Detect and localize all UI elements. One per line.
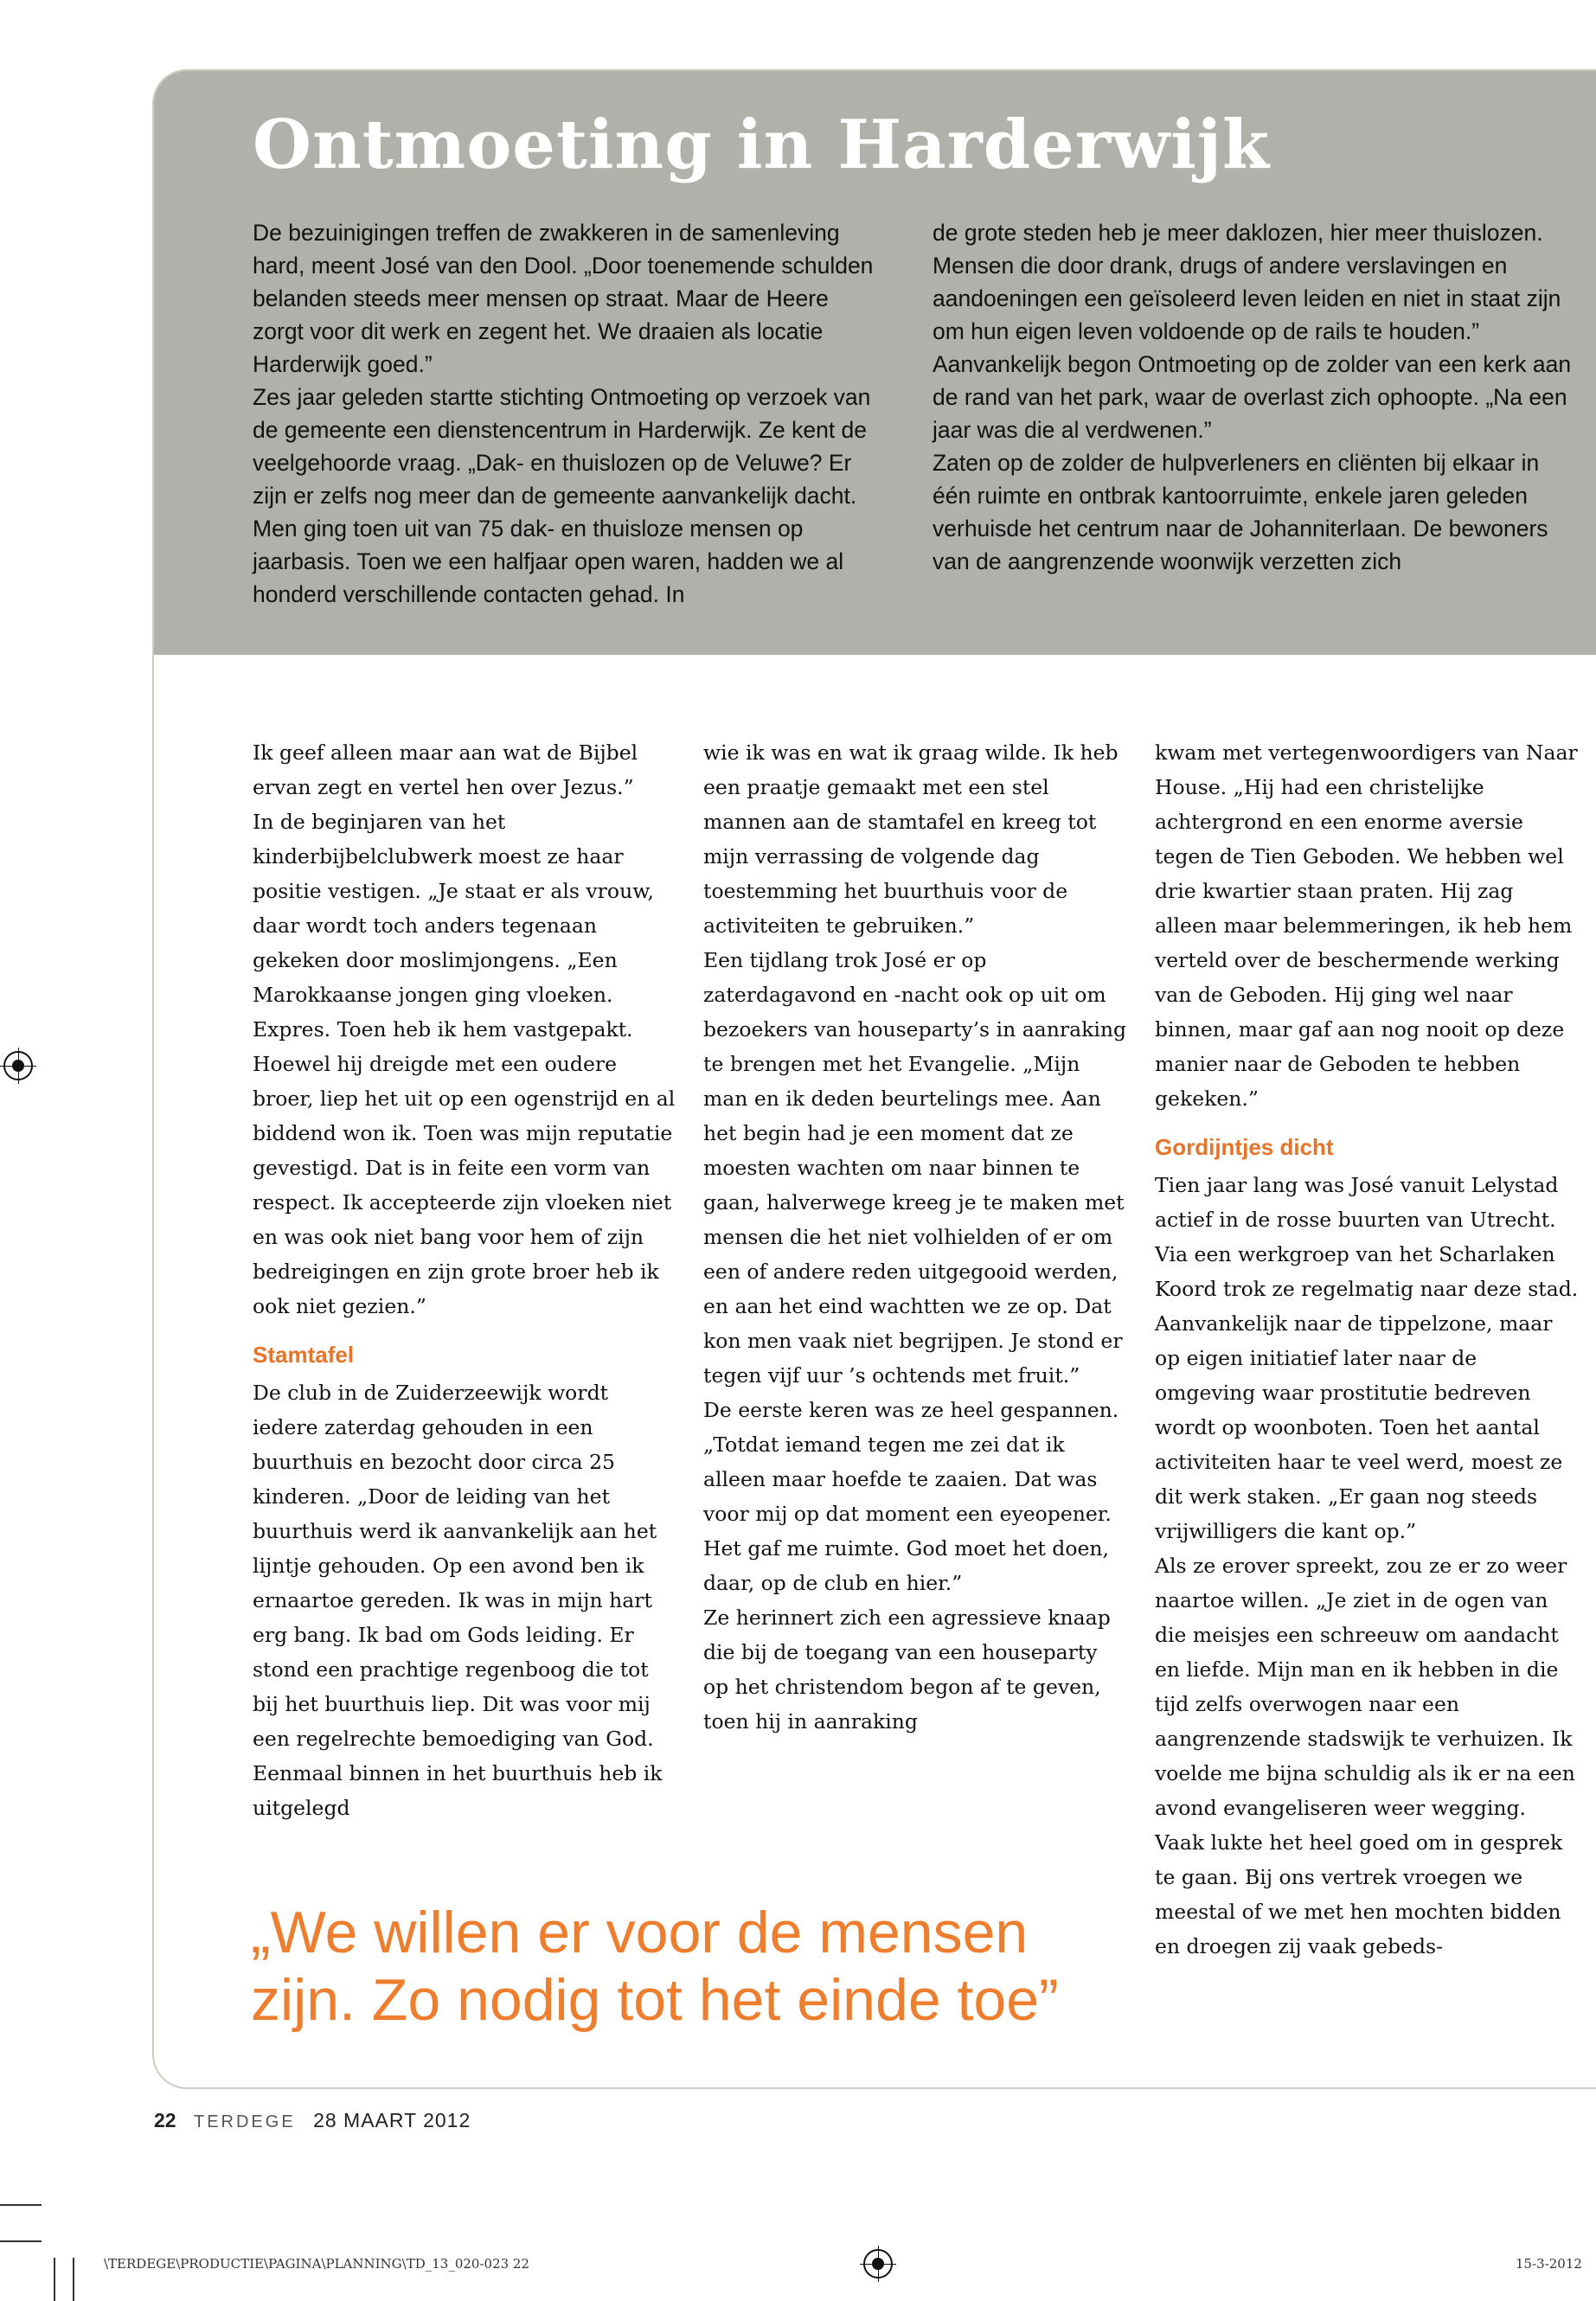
intro-paragraph: Zaten op de zolder de hulpverleners en cliënten bij elkaar in één ruimte en ontbrak kantoorruimte, enkele jaren geleden verhuisde het centrum naar de Johanniterlaan. De bewoners van de aangrenzende woonwijk verzetten zich (933, 450, 1548, 574)
body-column-2 (703, 735, 1127, 1739)
registration-mark-icon (863, 2249, 893, 2279)
intro-column-left (253, 216, 884, 611)
body-paragraph: De club in de Zuiderzeewijk wordt iedere zaterdag gehouden in een buurthuis en bezocht door circa 25 kinderen. „Door de leiding van het buurthuis werd ik aanvankelijk aan het lijntje gehouden. Op een avond ben ik ernaartoe gereden. Ik was in mijn hart erg bang. Ik bad om Gods leiding. Er stond een prachtige regenboog die tot bij het buurthuis liep. Dit was voor mij een regelrechte bemoediging van God. Eenmaal binnen in het buurthuis heb ik uitgelegd (253, 1381, 663, 1820)
intro-column-right (933, 216, 1573, 578)
intro-paragraph: De bezuinigingen treffen de zwakkeren in de samenleving hard, meent José van den Dool. „Door toenemende schulden belanden steeds meer mensen op straat. Maar de Heere zorgt voor dit werk en zegent het. We draaien als locatie Harderwijk goed.” (253, 220, 874, 377)
intro-paragraph: de grote steden heb je meer daklozen, hier meer thuislozen. Mensen die door drank, drugs of andere verslavingen en aandoeningen een geïsoleerd leven leiden en niet in staat zijn om hun eigen leven voldoende op de rails te houden.” (933, 220, 1561, 344)
magazine-name: TERDEGE (193, 2112, 296, 2131)
issue-date: 28 MAART 2012 (313, 2109, 471, 2131)
print-slug-date: 15-3-2012 (1516, 2256, 1582, 2272)
body-paragraph: Een tijdlang trok José er op zaterdagavond en -nacht ook op uit om bezoekers van houseparty’s in aanraking te brengen met het Evangelie. „Mijn man en ik deden beurtelings mee. Aan het begin had je een moment dat ze moesten wachten om naar binnen te gaan, halverwege kreeg je te maken met mensen die het niet volhielden of er om een of andere reden uitgegooid werden, en aan het eind wachtten we ze op. Dat kon men vaak niet begrijpen. Je stond er tegen vijf uur ’s ochtends met fruit.” (703, 948, 1127, 1388)
intro-paragraph: Aanvankelijk begon Ontmoeting op de zolder van een kerk aan de rand van het park, waar de overlast zich ophoopte. „Na een jaar was die al verdwenen.” (933, 351, 1572, 443)
body-paragraph: De eerste keren was ze heel gespannen. „Totdat iemand tegen me zei dat ik alleen maar hoefde te zaaien. Dat was voor mij op dat moment een eyeopener. Het gaf me ruimte. God moet het doen, daar, op de club en hier.” (703, 1398, 1119, 1595)
pull-quote: „We willen er voor de mensen zijn. Zo nodig tot het einde toe” (251, 1900, 1059, 2033)
page-number: 22 (154, 2109, 176, 2131)
body-paragraph: wie ik was en wat ik graag wilde. Ik heb een praatje gemaakt met een stel mannen aan de stamtafel en kreeg tot mijn verrassing de volgende dag toestemming het buurthuis voor de activiteiten te gebruiken.” (703, 740, 1118, 938)
crop-mark (73, 2258, 74, 2301)
body-column-1 (253, 735, 676, 1825)
body-paragraph: Als ze erover spreekt, zou ze er zo weer naartoe willen. „Je ziet in de ogen van die meisjes een schreeuw om aandacht en liefde. Mijn man en ik hebben in die tijd zelfs overwogen naar een aangrenzende stadswijk te verhuizen. Ik voelde me bijna schuldig als ik er na een avond evangeliseren weer wegging. (1155, 1554, 1575, 1820)
registration-mark-icon (3, 1051, 33, 1080)
subheading-stamtafel: Stamtafel (253, 1342, 355, 1368)
crop-mark (0, 2204, 42, 2206)
body-paragraph: Ik geef alleen maar aan wat de Bijbel ervan zegt en vertel hen over Jezus.” (253, 740, 638, 799)
body-paragraph: Vaak lukte het heel goed om in gesprek te gaan. Bij ons vertrek vroegen we meestal of we met hen mochten bidden en droegen zij vaak gebeds- (1155, 1830, 1563, 1958)
body-paragraph: kwam met vertegenwoordigers van Naar House. „Hij had een christelijke achtergrond en een enorme aversie tegen de Tien Geboden. We hebben wel drie kwartier staan praten. Hij zag alleen maar belemmeringen, ik heb hem verteld over de beschermende werking van de Geboden. Hij ging wel naar binnen, maar gaf aan nog nooit op deze manier naar de Geboden te hebben gekeken.” (1155, 740, 1578, 1111)
subheading-gordijntjes: Gordijntjes dicht (1155, 1134, 1334, 1160)
page-footer (154, 2109, 471, 2132)
body-paragraph: Tien jaar lang was José vanuit Lelystad actief in de rosse buurten van Utrecht. Via een werkgroep van het Scharlaken Koord trok ze regelmatig naar deze stad. Aanvankelijk naar de tippelzone, maar op eigen initiatief later naar de omgeving waar prostitutie bedreven wordt op woonboten. Toen het aantal activiteiten haar te veel werd, moest ze dit werk staken. „Er gaan nog steeds vrijwilligers die kant op.” (1155, 1173, 1579, 1543)
body-column-3 (1155, 735, 1579, 1964)
article-title: Ontmoeting in Harderwijk (253, 106, 1271, 184)
body-paragraph: In de beginjaren van het kinderbijbelclubwerk moest ze haar positie vestigen. „Je staat er als vrouw, daar wordt toch anders tegenaan gekeken door moslimjongens. „Een Marokkaanse jongen ging vloeken. Expres. Toen heb ik hem vastgepakt. Hoewel hij dreigde met een oudere broer, liep het uit op een ogenstrijd en al biddend won ik. Toen was mijn reputatie gevestigd. Dat is in feite een vorm van respect. Ik accepteerde zijn vloeken niet en was ook niet bang voor hem of zijn bedreigingen en zijn grote broer heb ik ook niet gezien.” (253, 810, 676, 1318)
print-slug-path: \TERDEGE\PRODUCTIE\PAGINA\PLANNING\TD_13_020-023 22 (104, 2256, 530, 2272)
crop-mark (0, 2240, 42, 2242)
crop-mark (54, 2258, 55, 2301)
intro-paragraph: Zes jaar geleden startte stichting Ontmoeting op verzoek van de gemeente een dienstencentrum in Harderwijk. Ze kent de veelgehoorde vraag. „Dak- en thuislozen op de Veluwe? Er zijn er zelfs nog meer dan de gemeente aanvankelijk dacht. Men ging toen uit van 75 dak- en thuisloze mensen op jaarbasis. Toen we een halfjaar open waren, hadden we al honderd verschillende contacten gehad. In (253, 384, 871, 607)
body-paragraph: Ze herinnert zich een agressieve knaap die bij de toegang van een houseparty op het christendom begon af te geven, toen hij in aanraking (703, 1606, 1111, 1734)
